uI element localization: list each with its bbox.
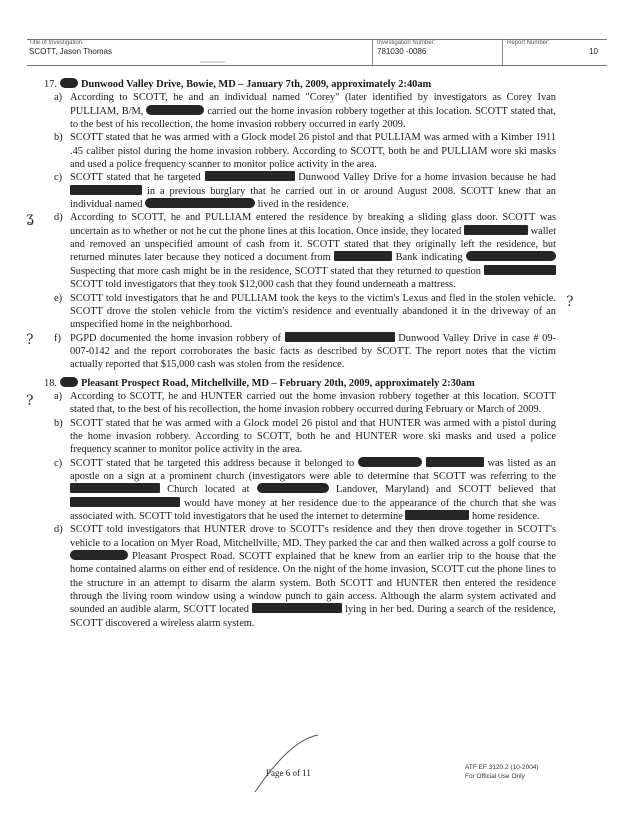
redaction-box xyxy=(145,198,255,208)
item-text: According to SCOTT, he and an individual named "Corey" (later identified by investigators as Corey Ivan PULLIAM, B/M, carried out the home invasion robbery together at this location. SCOTT stated that, to the best of his recollection, the home invasion robbery occurred in early 2009. xyxy=(70,92,556,131)
redaction-box xyxy=(70,550,128,560)
report-number-cell xyxy=(502,40,612,65)
list-item xyxy=(44,131,556,171)
list-item xyxy=(44,211,556,291)
item-letter: a) xyxy=(54,92,63,104)
investigation-number-value: 781030 -0086 xyxy=(377,47,427,56)
item-text: SCOTT stated that he was armed with a Glock model 26 pistol and that HUNTER was armed with a pistol during the home invasion robbery. According to SCOTT, both he and HUNTER wore ski masks and used a police frequency scanner to monitor police activity in the area. xyxy=(70,417,556,456)
report-number-label: Report Number: xyxy=(507,40,550,46)
section-heading xyxy=(44,377,556,390)
title-label: Title of Investigation: xyxy=(29,40,84,46)
redaction-box xyxy=(252,603,342,613)
item-text: SCOTT stated that he was armed with a Glock model 26 pistol and that PULLIAM was armed with a Kimber 1911 .45 caliber pistol during the home invasion robbery. According to SCOTT, both he and PULLIAM wore ski masks and used a police frequency scanner to monitor police activity in the area. xyxy=(70,132,556,171)
section-18 xyxy=(44,377,556,631)
redaction-box xyxy=(146,105,204,115)
item-letter: c) xyxy=(54,172,63,184)
form-number: ATF EF 3120.2 (10-2004) xyxy=(465,764,539,771)
redaction-box xyxy=(334,251,392,261)
item-letter: c) xyxy=(54,457,63,469)
item-letter: f) xyxy=(54,332,61,344)
section-title: Pleasant Prospect Road, Mitchellville, MD – February 20th, 2009, approximately 2:30am xyxy=(81,377,475,389)
list-item xyxy=(44,417,556,457)
redaction-box xyxy=(70,497,180,507)
list-item xyxy=(44,523,556,630)
report-body xyxy=(44,78,556,630)
title-cell xyxy=(29,40,365,65)
redaction-box xyxy=(285,332,395,342)
section-heading xyxy=(44,78,556,91)
list-item xyxy=(44,91,556,131)
item-text: SCOTT stated that he targeted this address because it belonged to was listed as an apostle on a sign at a prominent church (investigators were able to determine that SCOTT was referring to the Church located at Landover, Maryland) and SCOTT believed that would have money at her residence due to the appearance of the church that she was associated with. SCOTT told investigators that he used the internet to determine home residence. xyxy=(70,457,556,522)
section-title: Dunwood Valley Drive, Bowie, MD – January 7th, 2009, approximately 2:40am xyxy=(81,79,432,90)
redaction-box xyxy=(70,483,160,493)
item-text: SCOTT told investigators that HUNTER drove to SCOTT's residence and they then drove together in SCOTT's vehicle to a location on Myer Road, Mitchellville, MD. They parked the car and then walked across a golf course to Pleasant Prospect Road. SCOTT explained that he knew from an earlier trip to the house that the home contained alarms on either end of residence. On the night of the home invasion, SCOTT cut the phone lines to the structure in an attempt to disarm the alarm system. Both SCOTT and HUNTER then entered the residence through the living room window using a window punch to gain access. Although the alarm system activated and sounded an audible alarm, SCOTT located lying in her bed. During a search of the residence, SCOTT discovered a wireless alarm system. xyxy=(70,524,556,629)
redaction-box xyxy=(60,377,78,387)
redaction-box xyxy=(358,457,422,467)
official-use: For Official Use Only xyxy=(465,773,525,780)
title-value: SCOTT, Jason Thomas xyxy=(29,47,112,56)
item-letter: b) xyxy=(54,417,63,429)
section-number: 17. xyxy=(44,79,57,90)
item-letter: d) xyxy=(54,212,63,224)
item-letter: d) xyxy=(54,524,63,536)
investigation-number-cell xyxy=(372,40,492,65)
redaction-box xyxy=(466,251,556,261)
redaction-box xyxy=(405,510,469,520)
list-item xyxy=(44,390,556,417)
item-letter: b) xyxy=(54,132,63,144)
item-text: According to SCOTT, he and PULLIAM entered the residence by breaking a sliding glass door. SCOTT was uncertain as to whether or not he cut the phone lines at this location. Once inside, they located wallet and removed an unspecified amount of cash from it. SCOTT stated that they originally left the residence, but returned minutes later because they noticed a document from Bank indicating Suspecting that more cash might be in the residence, SCOTT stated that they returned to question SCOTT told investigators that they took $12,000 cash that they found underneath a mattress. xyxy=(70,212,556,291)
item-text: PGPD documented the home invasion robbery of Dunwood Valley Drive in case # 09-007-0142 and the report corroborates the basic facts as described by SCOTT. The report notes that the victim actually reported that $15,000 cash was stolen from the residence. xyxy=(70,332,556,371)
section-number: 18. xyxy=(44,377,57,389)
list-item xyxy=(44,171,556,211)
redaction-box xyxy=(60,78,78,88)
list-item xyxy=(44,292,556,332)
redaction-box xyxy=(205,171,295,181)
margin-mark: ? xyxy=(26,393,34,409)
redaction-box xyxy=(426,457,484,467)
item-text: According to SCOTT, he and HUNTER carried out the home invasion robbery together at this location. SCOTT stated that, to the best of his recollection, the home invasion robbery occurred during February or March of 2009. xyxy=(70,390,556,416)
item-letter: e) xyxy=(54,292,63,304)
item-text: SCOTT told investigators that he and PULLIAM took the keys to the victim's Lexus and fled in the stolen vehicle. SCOTT drove the stolen vehicle from the victim's residence and eventually abandoned it in the driveway of an unspecified home in the neighborhood. xyxy=(70,292,556,331)
item-letter: a) xyxy=(54,390,63,402)
item-text: SCOTT stated that he targeted Dunwood Valley Drive for a home invasion because he had in a previous burglary that he carried out in or around August 2008. SCOTT knew that an individual named lived in the residence. xyxy=(70,172,556,211)
report-number-value: 10 xyxy=(589,47,598,56)
section-17 xyxy=(44,78,556,372)
page-number: Page 6 of 11 xyxy=(266,768,311,778)
redaction-box xyxy=(484,265,556,275)
redaction-box xyxy=(70,185,142,195)
list-item xyxy=(44,457,556,524)
redaction-box xyxy=(257,483,329,493)
report-header xyxy=(27,39,607,66)
margin-mark: ? xyxy=(566,294,574,310)
list-item xyxy=(44,332,556,372)
margin-mark: ? xyxy=(26,332,34,348)
redaction-box xyxy=(464,225,528,235)
investigation-number-label: Investigation Number: xyxy=(377,40,436,46)
form-id xyxy=(465,763,539,781)
margin-mark: ʓ xyxy=(26,210,34,226)
